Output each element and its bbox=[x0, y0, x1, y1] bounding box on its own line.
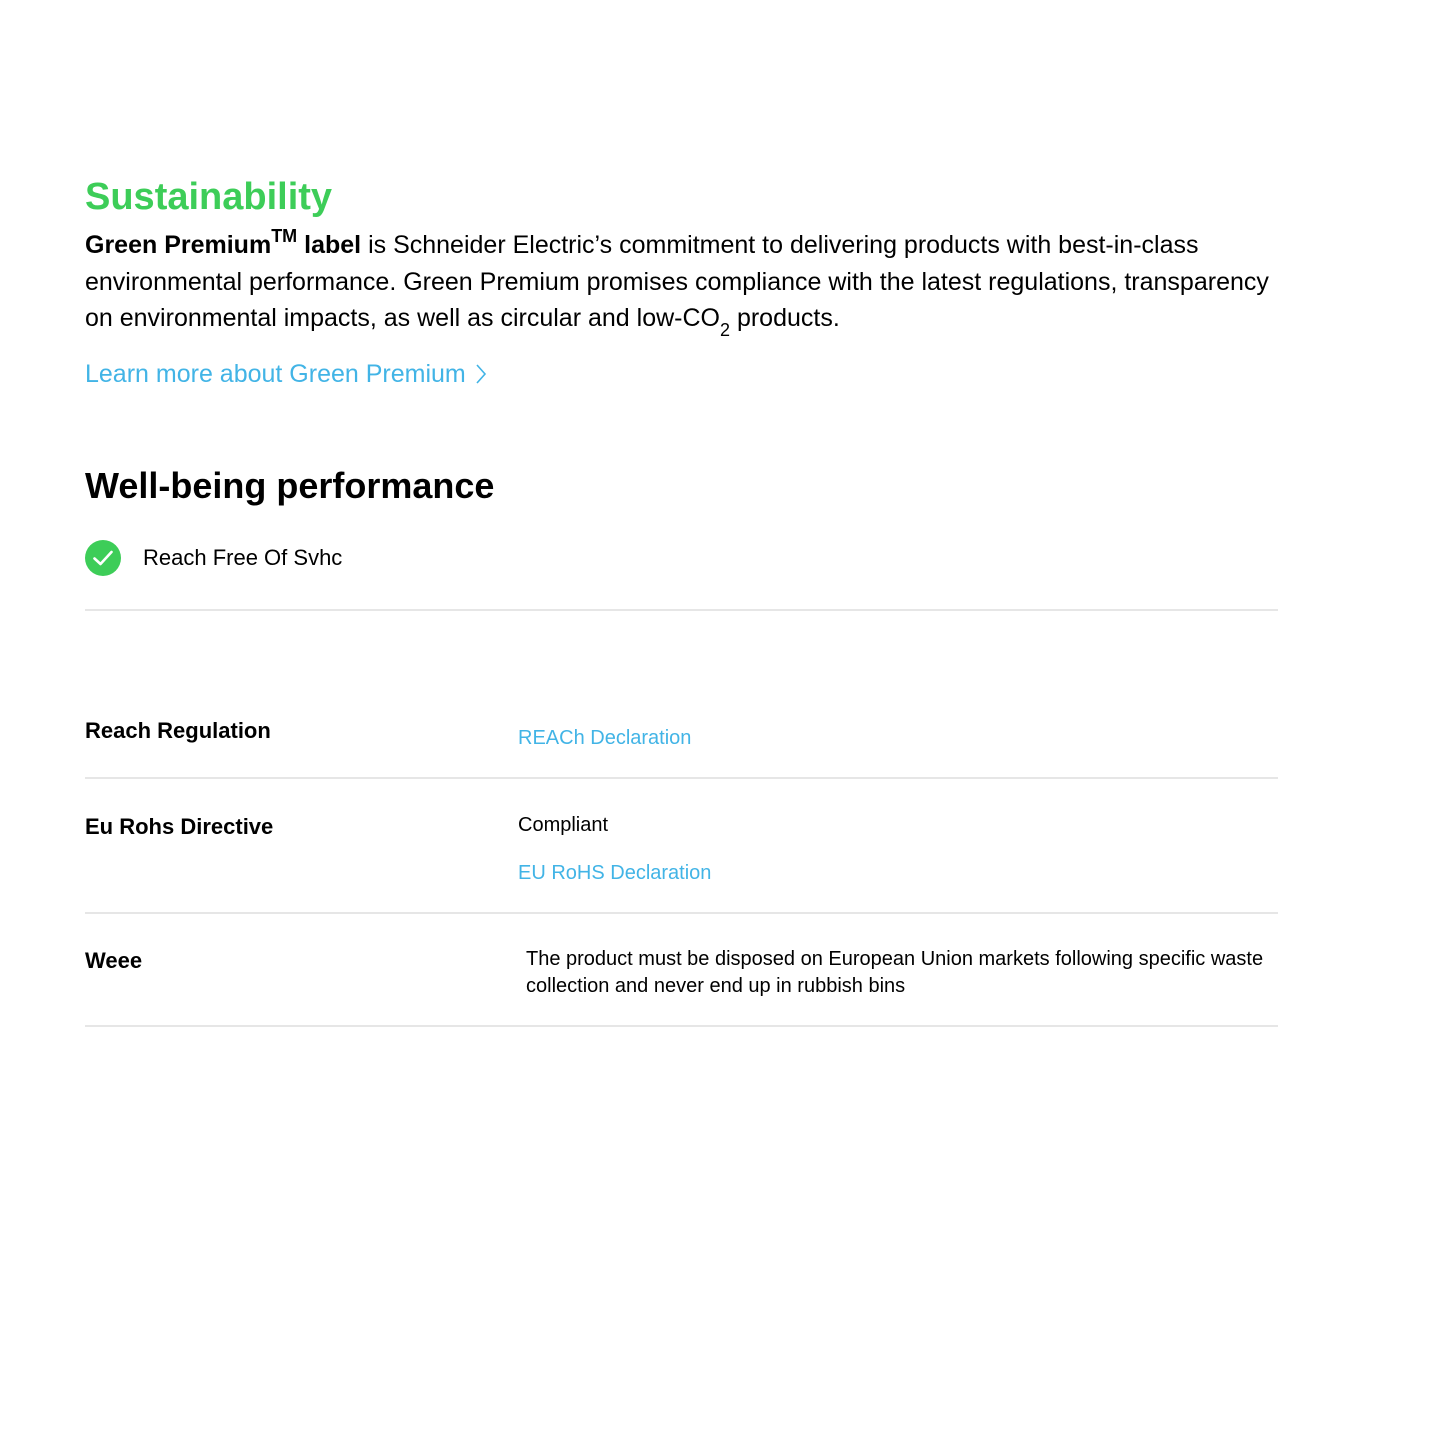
divider bbox=[85, 912, 1278, 914]
section-title: Sustainability bbox=[85, 176, 333, 218]
weee-label: Weee bbox=[85, 948, 143, 973]
intro-bold-label: label bbox=[304, 231, 362, 259]
wellbeing-title: Well-being performance bbox=[85, 465, 495, 506]
eu-rohs-status: Compliant bbox=[518, 814, 609, 836]
trademark-superscript: TM bbox=[271, 226, 298, 246]
weee-description: The product must be disposed on European Union markets following specific waste collection and never end up in rubbish bins bbox=[526, 948, 1264, 997]
divider bbox=[85, 777, 1278, 779]
reach-regulation-label: Reach Regulation bbox=[85, 718, 271, 743]
eu-rohs-label: Eu Rohs Directive bbox=[85, 814, 274, 839]
learn-more-label: Learn more about Green Premium bbox=[85, 360, 466, 388]
reach-declaration-link[interactable]: REACh Declaration bbox=[518, 727, 692, 749]
chevron-right-icon bbox=[474, 362, 488, 386]
eu-rohs-declaration-link[interactable]: EU RoHS Declaration bbox=[518, 862, 712, 884]
co2-subscript: 2 bbox=[719, 320, 730, 340]
green-premium-intro bbox=[85, 226, 1278, 340]
wellbeing-item-label: Reach Free Of Svhc bbox=[143, 545, 343, 570]
learn-more-link[interactable] bbox=[85, 356, 488, 392]
check-circle-icon bbox=[85, 540, 121, 576]
divider bbox=[85, 1025, 1278, 1027]
wellbeing-item bbox=[85, 540, 342, 576]
intro-text: is Schneider Electric’s commitment to delivering products with best-in-class environmental performance. Green Premium promises compliance with the latest regulations, transparency on environmental impacts, as well as circular and low-CO bbox=[85, 231, 1269, 332]
intro-bold-green-premium: Green Premium bbox=[85, 231, 272, 259]
intro-text-end: products. bbox=[736, 304, 840, 332]
divider bbox=[85, 609, 1278, 611]
